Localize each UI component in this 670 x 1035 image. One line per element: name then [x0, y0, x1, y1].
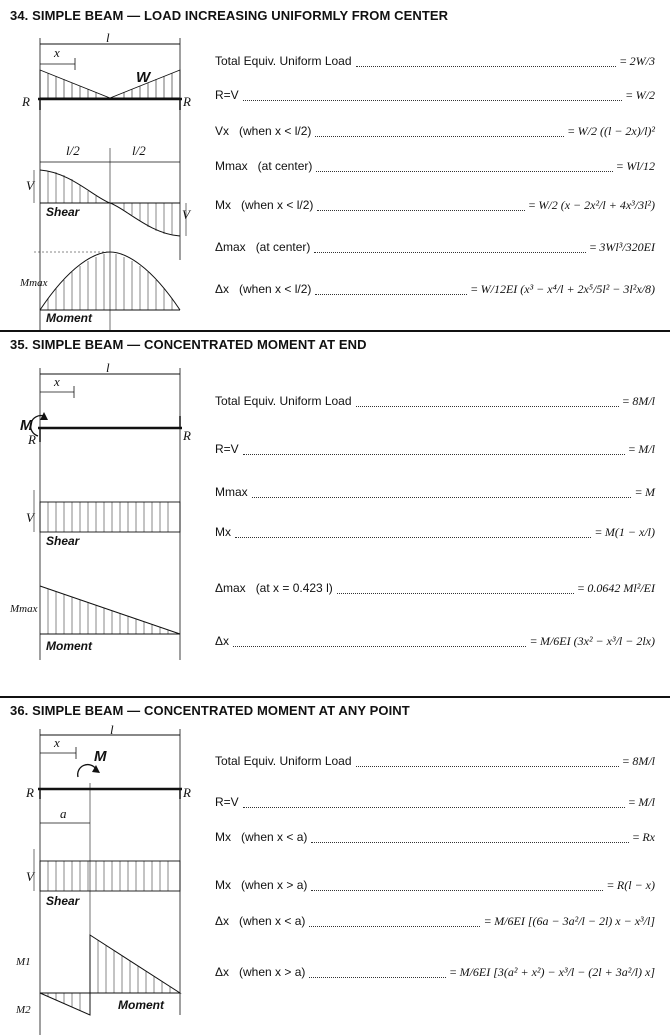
moment-label: Moment — [46, 311, 92, 325]
l-label: l — [106, 30, 110, 45]
section-divider — [0, 696, 670, 698]
s36-formula-mx-before: Mx (when x < a) = Rx — [215, 829, 655, 844]
x-label: x — [54, 374, 60, 389]
s35-formula-mmax: Mmax = M — [215, 484, 655, 499]
half-l-left-label: l/2 — [66, 143, 80, 158]
shear-label: Shear — [46, 894, 80, 908]
shear-v-label: V — [26, 869, 34, 884]
s35-formula-reaction: R=V = M/l — [215, 441, 655, 456]
m1-label: M1 — [16, 956, 31, 968]
s34-formula-reaction: R=V = W/2 — [215, 87, 655, 102]
mmax-label: Mmax — [20, 277, 48, 289]
s34-formula-mmax: Mmax (at center) = Wl/12 — [215, 158, 655, 173]
reaction-left-label: R — [22, 94, 30, 109]
s36-formula-reaction: R=V = M/l — [215, 794, 655, 809]
moment-label: Moment — [118, 998, 164, 1012]
s34-formula-deflection-x: Δx (when x < l/2) = W/12EI (x³ − x⁴/l + 2x⁵/5l² − 3l²x/8) — [215, 281, 655, 296]
s36-formula-total-load: Total Equiv. Uniform Load = 8M/l — [215, 753, 655, 768]
reaction-right-label: R — [183, 94, 191, 109]
m2-label: M2 — [16, 1004, 31, 1016]
shear-label: Shear — [46, 534, 80, 548]
l-label: l — [110, 725, 114, 737]
s35-formula-deflection-x: Δx = M/6EI (3x² − x³/l − 2lx) — [215, 633, 655, 648]
reaction-left-label: R — [28, 432, 36, 447]
section-35-title: 35. SIMPLE BEAM — CONCENTRATED MOMENT AT END — [10, 337, 367, 352]
s36-formula-deflection-before: Δx (when x < a) = M/6EI [(6a − 3a²/l − 2l) x − x³/l] — [215, 913, 655, 928]
x-label: x — [54, 735, 60, 750]
shear-v-label: V — [26, 510, 34, 525]
a-label: a — [60, 806, 67, 821]
section-36-diagram — [0, 725, 200, 1035]
half-l-right-label: l/2 — [132, 143, 146, 158]
load-label: W — [136, 69, 151, 86]
s36-formula-deflection-after: Δx (when x > a) = M/6EI [3(a² + x²) − x³/l − (2l + 3a²/l) x] — [215, 964, 655, 979]
s36-formula-mx-after: Mx (when x > a) = R(l − x) — [215, 877, 655, 892]
s34-formula-mx: Mx (when x < l/2) = W/2 (x − 2x²/l + 4x³/3l²) — [215, 197, 655, 212]
moment-m-label: M — [20, 417, 33, 434]
moment-m-label: M — [94, 748, 107, 765]
section-35-diagram — [0, 360, 200, 660]
s34-formula-deflection-max: Δmax (at center) = 3Wl³/320EI — [215, 239, 655, 254]
shear-label: Shear — [46, 205, 80, 219]
section-divider — [0, 330, 670, 332]
s35-formula-mx: Mx = M(1 − x/l) — [215, 524, 655, 539]
reaction-right-label: R — [183, 428, 191, 443]
reaction-left-label: R — [26, 785, 34, 800]
shear-v-left-label: V — [26, 178, 34, 193]
mmax-label: Mmax — [10, 603, 38, 615]
s34-formula-vx: Vx (when x < l/2) = W/2 ((l − 2x)/l)² — [215, 123, 655, 138]
s34-formula-total-load: Total Equiv. Uniform Load = 2W/3 — [215, 53, 655, 68]
section-34-title: 34. SIMPLE BEAM — LOAD INCREASING UNIFORMLY FROM CENTER — [10, 8, 449, 23]
x-label: x — [54, 45, 60, 60]
reaction-right-label: R — [183, 785, 191, 800]
s35-formula-deflection-max: Δmax (at x = 0.423 l) = 0.0642 Ml²/EI — [215, 580, 655, 595]
s35-formula-total-load: Total Equiv. Uniform Load = 8M/l — [215, 393, 655, 408]
moment-label: Moment — [46, 639, 92, 653]
section-36-title: 36. SIMPLE BEAM — CONCENTRATED MOMENT AT ANY POINT — [10, 703, 410, 718]
section-34-diagram — [0, 30, 200, 330]
shear-v-right-label: V — [182, 207, 190, 222]
l-label: l — [106, 360, 110, 375]
